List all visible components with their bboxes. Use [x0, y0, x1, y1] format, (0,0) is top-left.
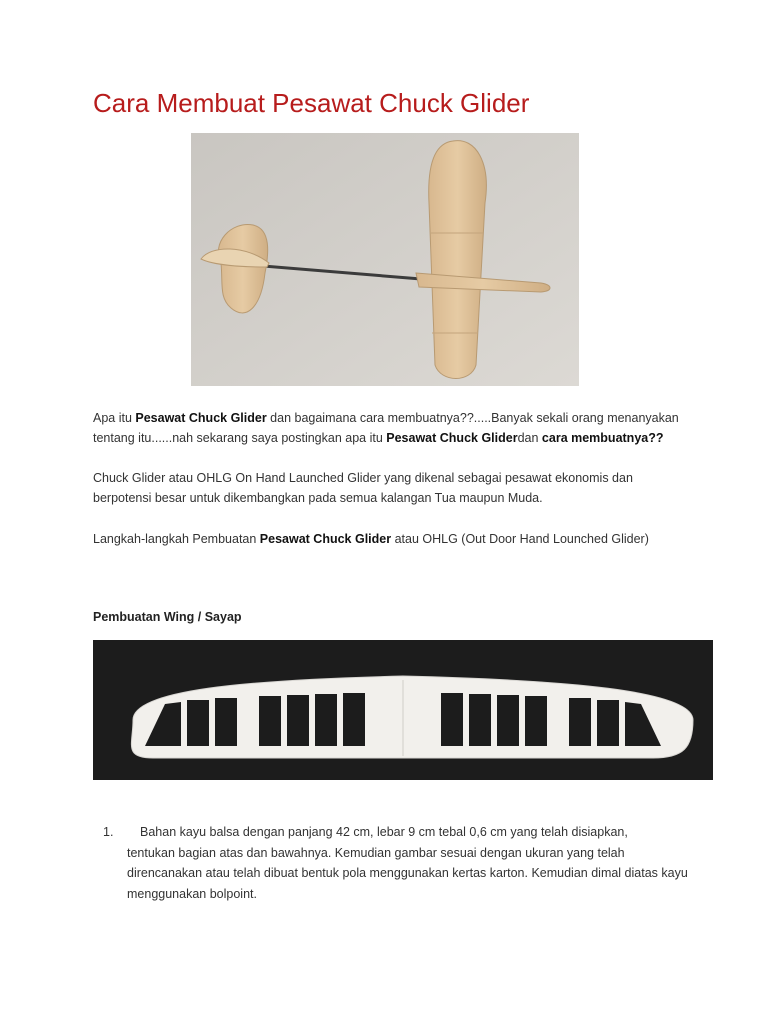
steps-intro-paragraph: [93, 529, 693, 549]
wing-photo: [93, 640, 713, 780]
wing-section-heading: Pembuatan Wing / Sayap: [93, 610, 242, 624]
intro-bold-1: Pesawat Chuck Glider: [135, 411, 267, 425]
steps-intro-text-1: Langkah-langkah Pembuatan: [93, 532, 260, 546]
intro-text-3: dan: [517, 431, 542, 445]
intro-paragraph: [93, 408, 693, 448]
step-1-number: 1.: [103, 825, 114, 839]
steps-intro-text-2: atau OHLG (Out Door Hand Lounched Glider): [391, 532, 649, 546]
intro-text-1: Apa itu: [93, 411, 136, 425]
intro-bold-2: Pesawat Chuck Glider: [386, 431, 518, 445]
description-paragraph: Chuck Glider atau OHLG On Hand Launched Glider yang dikenal sebagai pesawat ekonomis dan berpotensi besar untuk dikembangkan pada semua kalangan Tua maupun Muda.: [93, 471, 633, 505]
article-title: Cara Membuat Pesawat Chuck Glider: [93, 88, 530, 118]
steps-intro-bold: Pesawat Chuck Glider: [259, 532, 392, 546]
glider-photo: [191, 133, 579, 386]
intro-bold-3: cara membuatnya??: [541, 431, 664, 445]
step-1-list-item: [103, 822, 693, 904]
intro-text-2: dan bagaimana cara membuatnya??.....Banyak sekali orang menanyakan tentang itu......nah sekarang saya postingkan apa itu: [93, 411, 679, 445]
step-1-first-line: Bahan kayu balsa dengan panjang 42 cm, lebar 9 cm tebal 0,6 cm yang telah disiapkan,: [140, 825, 628, 839]
step-1-continuation: tentukan bagian atas dan bawahnya. Kemudian gambar sesuai dengan ukuran yang telah direncanakan atau telah dibuat bentuk pola menggunakan kertas karton. Kemudian dimal diatas kayu menggunakan bolpoint.: [127, 845, 688, 901]
